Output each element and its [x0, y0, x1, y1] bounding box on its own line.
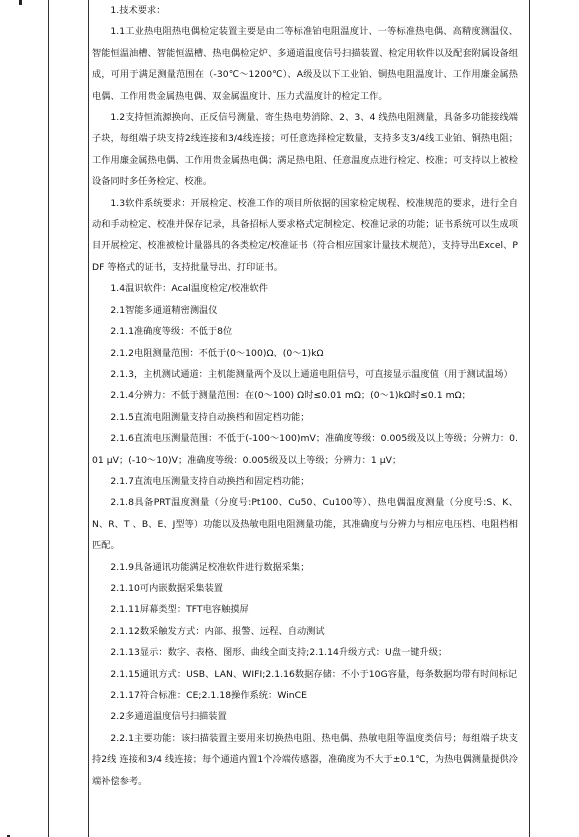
paragraph: 2.1.5直流电阻测量支持自动换档和固定档功能；	[110, 411, 310, 423]
paragraph: 2.1.8具备PRT温度测量（分度号:Pt100、Cu50、Cu100等）、热电偶温度测量（分度号:S、K、N、R、T 、B、E、J型等）功能以及热敏电阻电阻测量功能，其准确度与分辨力与相应电压档、电阻档相匹配。	[92, 497, 518, 552]
column-divider	[48, 0, 49, 837]
paragraph: 2.1智能多通道精密测温仪	[110, 304, 218, 316]
paragraph: 2.1.11屏幕类型：TFT电容触摸屏	[110, 604, 249, 616]
paragraph: 1.1工业热电阻热电偶检定装置主要是由二等标准铂电阻温度计、一等标准热电偶、高精度测温仪、智能恒温油槽、智能恒温槽、热电偶检定炉、多通道温度信号扫描装置、检定用软件以及配套附属设备组成，可用于满足测量范围在（-30℃～1200℃）、A级及以下工业铂、铜热电阻温度计、工作用廉金属热电偶、工作用贵金属热电偶、双金属温度计、压力式温度计的检定工作。	[92, 26, 518, 102]
paragraph: 1.技术要求：	[110, 5, 166, 16]
paragraph: 2.1.1准确度等级：不低于8位	[110, 326, 233, 338]
column-divider	[88, 0, 89, 837]
paragraph: 2.1.3，主机测试通道：主机能测量两个及以上通道电阻信号，可直接显示温度值（用于测试温场）	[110, 368, 513, 380]
row-label-column	[0, 0, 48, 837]
paragraph: 2.2.1主要功能：该扫描装置主要用来切换热电阻、热电偶、热敏电阻等温度类信号；每组端子块支持2线 连接和3/4 线连接；每个通道内置1个冷端传感器，准确度为不大于±0.1℃，为热电偶测量提供冷端补偿参考。	[92, 732, 518, 787]
paragraph: 2.1.9具备通讯功能满足校准软件进行数据采集；	[110, 561, 310, 573]
column-divider	[529, 0, 530, 837]
paragraph: 2.1.7直流电压测量支持自动换挡和固定档功能；	[110, 475, 310, 487]
paragraph: 2.1.6直流电压测量范围：不低于(-100～100)mV；准确度等级：0.005级及以上等级；分辨力：0.01 μV；(-10～10)V；准确度等级：0.005级及以上等级；分辨力：1 μV；	[92, 433, 518, 466]
paragraph: 2.1.12数采触发方式：内部、报警、远程、自动测试	[110, 625, 325, 637]
paragraph: 2.2多通道温度信号扫描装置	[110, 711, 227, 723]
paragraph: 2.1.17符合标准：CE;2.1.18操作系统：WinCE	[110, 690, 308, 701]
requirements-text	[92, 0, 518, 792]
paragraph: 1.4温识软件：Acal温度检定/校准软件	[110, 283, 268, 295]
paragraph: 1.3软件系统要求：开展检定、校准工作的项目所依据的国家检定规程、校准规范的要求，进行全自动和手动检定、校准并保存记录，具备招标人要求格式定制检定、校准记录的功能；证书系统可以生成项目开展检定、校准被检计量器具的各类检定/校准证书（符合相应国家计量技术规范），支持导出Excel、PDF 等格式的证书，支持批量导出、打印证书。	[92, 197, 518, 273]
paragraph: 1.2支持恒流源换向、正反信号测量、寄生热电势消除、2、3、4 线热电阻测量，具备多功能接线端子块，每组端子块支持2线连接和3/4线连接；可任意选择检定数量，支持多支3/4线工业铂、铜热电阻；工作用廉金属热电偶、工作用贵金属热电偶；满足热电阻、任意温度点进行检定、校准；可支持以上被检设备同时多任务检定、校准。	[92, 112, 518, 188]
cell-marker	[19, 0, 22, 5]
paragraph: 2.1.4分辨力：不低于测量范围：在(0～100) Ω时≤0.01 mΩ；(0～1)kΩ时≤0.1 mΩ；	[110, 390, 471, 402]
paragraph: 2.1.15通讯方式：USB、LAN、WIFI;2.1.16数据存储：不小于10G容量，每条数据均带有时间标记	[110, 668, 518, 680]
paragraph: 2.1.13显示：数字、表格、图形、曲线全面支持;2.1.14升级方式：U盘一键升级；	[110, 647, 448, 659]
paragraph: 2.1.2电阻测量范围：不低于(0～100)Ω、(0～1)kΩ	[110, 347, 324, 359]
paragraph: 2.1.10可内嵌数据采集装置	[110, 582, 224, 594]
